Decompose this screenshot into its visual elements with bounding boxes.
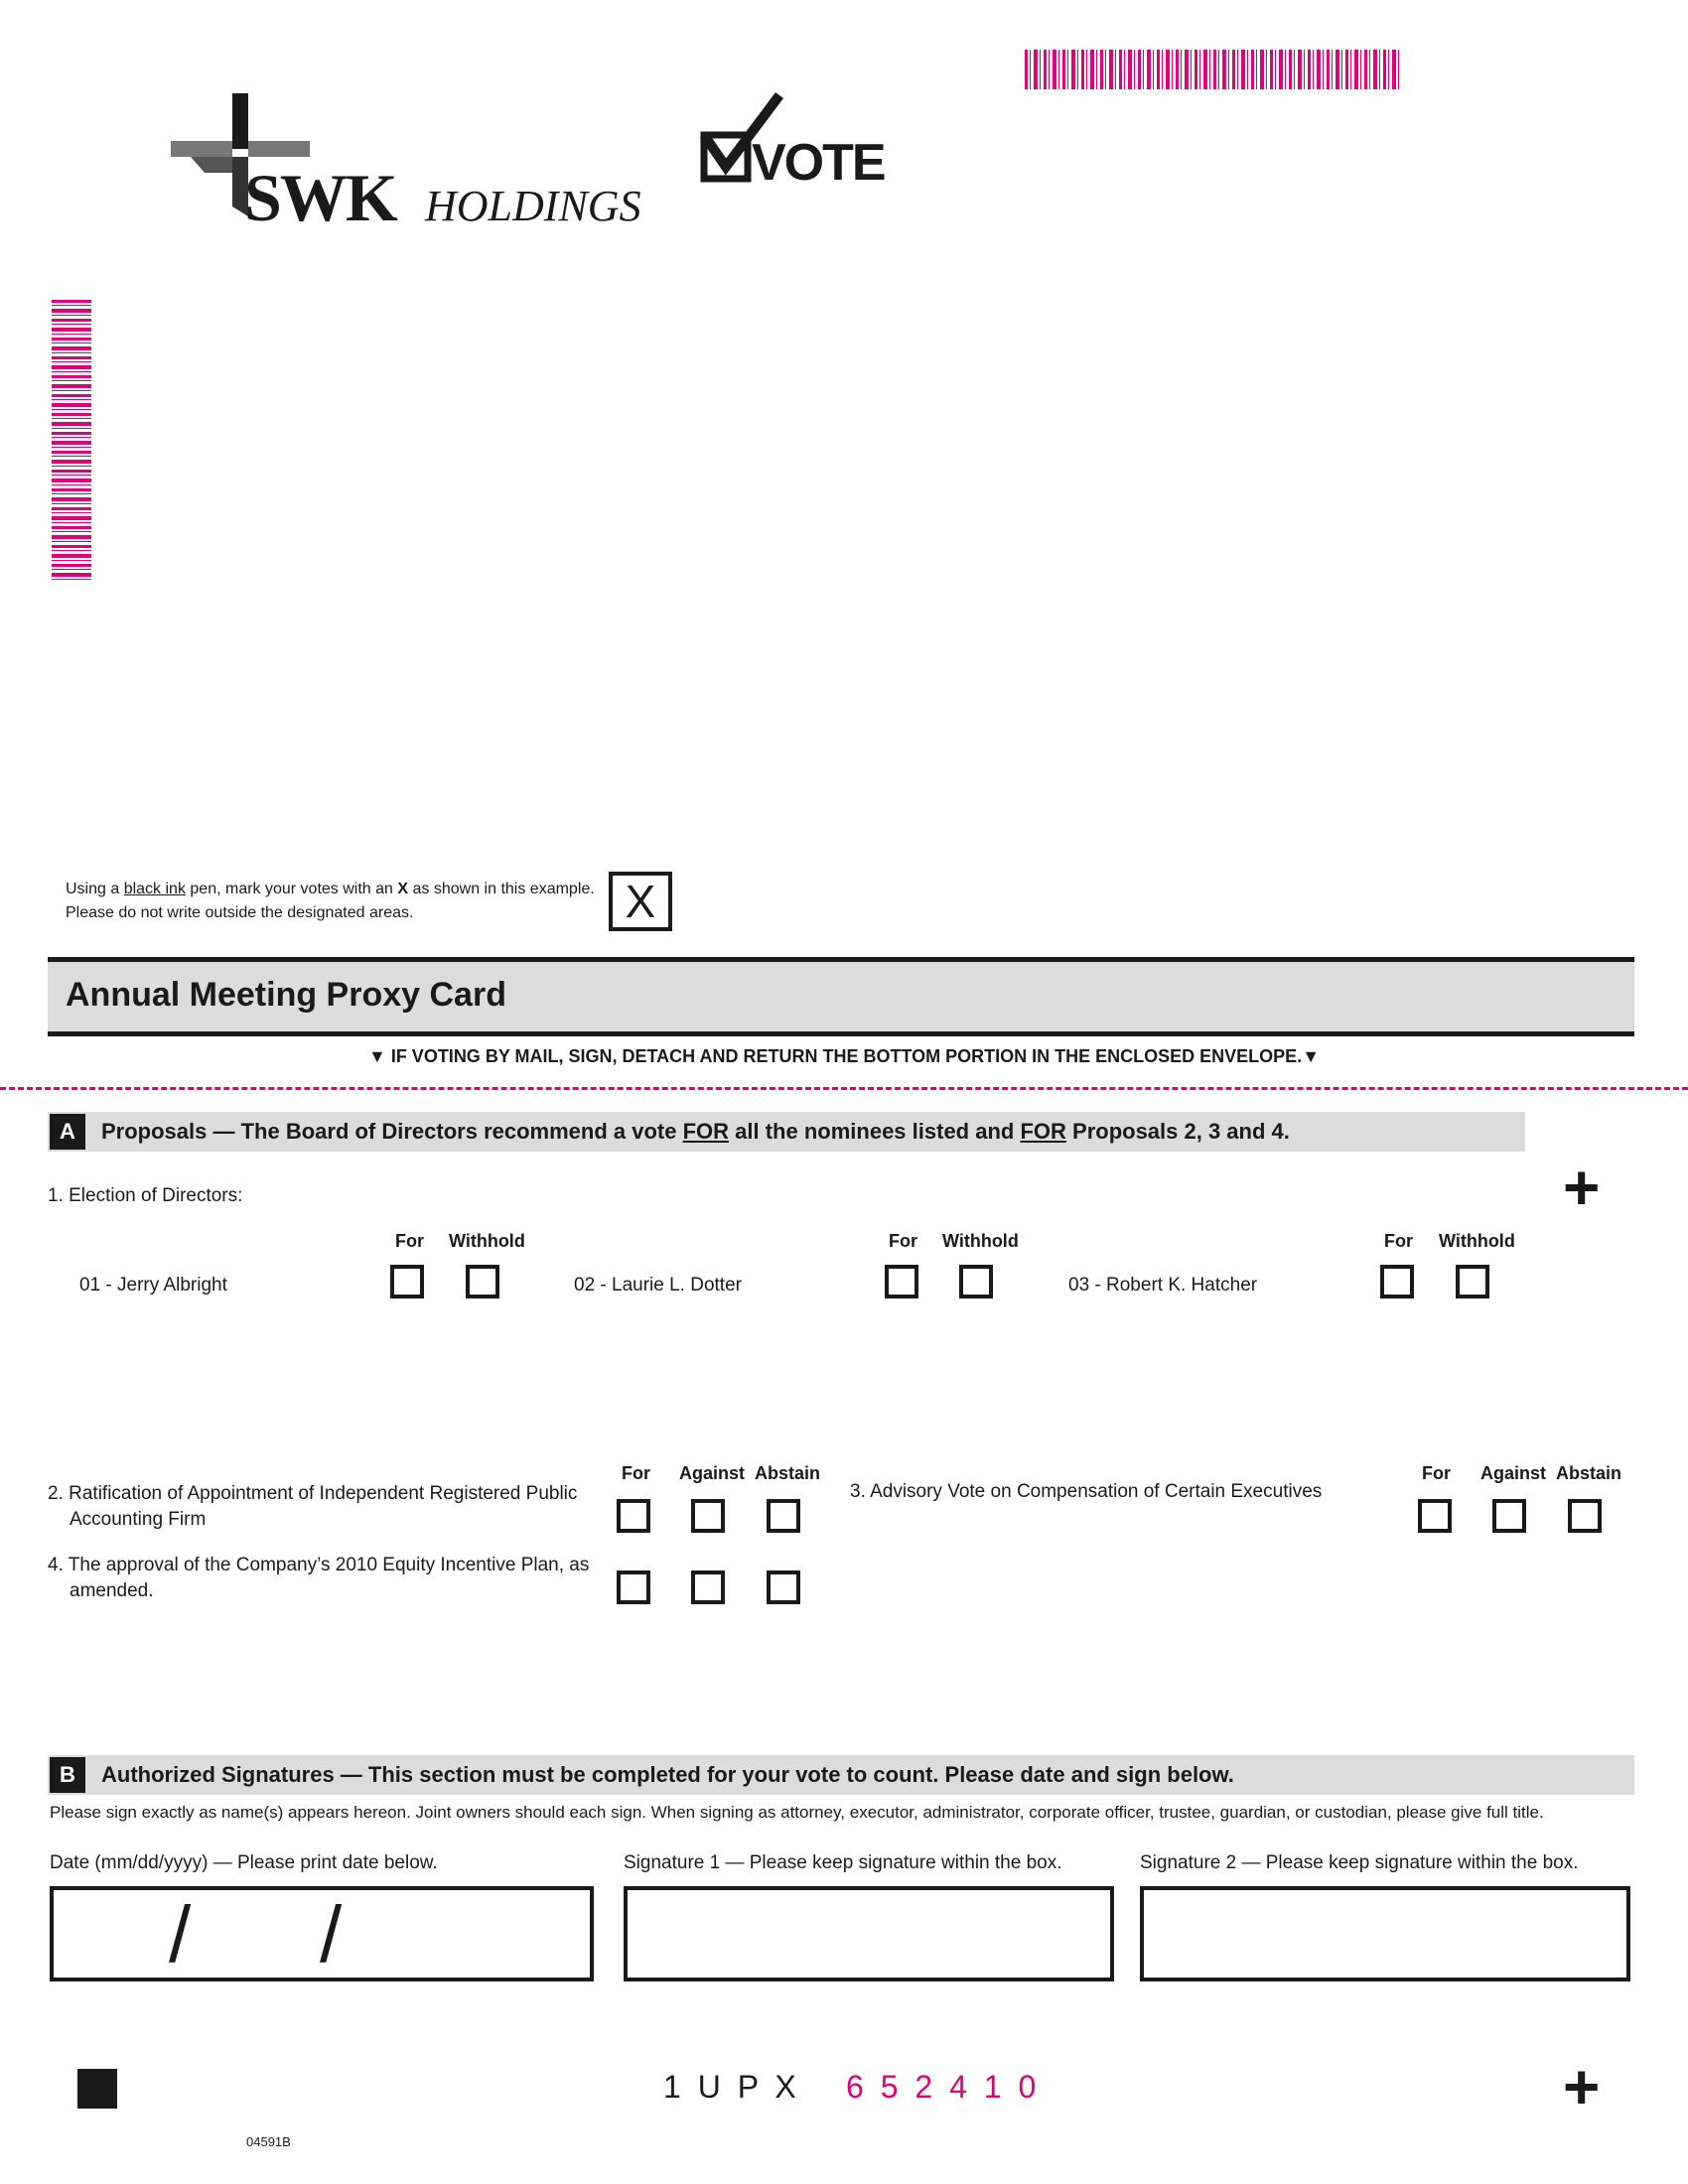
signature-2-label: Signature 2 — Please keep signature within the box.: [1140, 1852, 1579, 1873]
proposal-2-for-checkbox[interactable]: [617, 1499, 650, 1533]
proposal-3-against-header: Against: [1480, 1463, 1547, 1483]
top-barcode: [1025, 50, 1402, 89]
section-a-bar: [48, 1112, 1525, 1152]
registration-plus-icon: +: [1563, 1152, 1601, 1223]
title-bar: [48, 957, 1634, 1036]
detach-perforation: [0, 1087, 1688, 1090]
proposal-2-abstain-checkbox[interactable]: [767, 1499, 800, 1533]
down-arrow-icon: ▼: [1302, 1046, 1321, 1066]
date-separator-2: /: [320, 1890, 343, 1979]
election-label: 1. Election of Directors:: [48, 1185, 243, 1206]
down-arrow-icon: ▼: [367, 1046, 386, 1066]
vote-logo: [700, 89, 885, 199]
proposal-4-label: 4. The approval of the Company’s 2010 Equity Incentive Plan, as amended.: [48, 1555, 590, 1601]
nominee-2-for-header: For: [889, 1231, 917, 1251]
side-barcode: [52, 300, 91, 582]
detach-notice: ▼ IF VOTING BY MAIL, SIGN, DETACH AND RETURN THE BOTTOM PORTION IN THE ENCLOSED ENVELOPE.▼: [367, 1046, 1321, 1066]
vote-text: VOTE: [752, 134, 885, 192]
swk-holdings: HOLDINGS: [425, 182, 641, 230]
nominee-1-for-header: For: [395, 1231, 424, 1251]
nominee-2-for-checkbox[interactable]: [885, 1265, 918, 1298]
proposal-2-against-checkbox[interactable]: [691, 1499, 725, 1533]
footer-black-square: [77, 2069, 117, 2109]
signature-2-box[interactable]: [1140, 1886, 1630, 1981]
nominee-1-label: 01 - Jerry Albright: [79, 1275, 227, 1296]
proposal-4-abstain-checkbox[interactable]: [767, 1570, 800, 1604]
nominee-2-label: 02 - Laurie L. Dotter: [574, 1275, 742, 1296]
instruction-line-1: Using a black ink pen, mark your votes with an X as shown in this example.: [66, 881, 595, 897]
proposal-3-abstain-checkbox[interactable]: [1568, 1499, 1602, 1533]
proposal-2-label: 2. Ratification of Appointment of Independent Registered Public Accounting Firm: [48, 1483, 578, 1530]
nominee-3-for-header: For: [1384, 1231, 1413, 1251]
card-title: Annual Meeting Proxy Card: [66, 976, 506, 1014]
nominee-2-withhold-header: Withhold: [942, 1231, 1019, 1251]
form-number: 04591B: [246, 2134, 291, 2149]
marking-instructions: [66, 878, 622, 925]
section-a-title: Proposals — The Board of Directors recommend a vote FOR all the nominees listed and FOR Proposals 2, 3 and 4.: [101, 1119, 1290, 1144]
nominee-3-for-checkbox[interactable]: [1380, 1265, 1414, 1298]
footer-code-right: 6 5 2 4 1 0: [846, 2069, 1041, 2105]
nominee-3-withhold-checkbox[interactable]: [1456, 1265, 1489, 1298]
nominee-1-withhold-checkbox[interactable]: [466, 1265, 499, 1298]
footer-code-left: 1 U P X: [663, 2069, 800, 2105]
section-b-bar: [48, 1755, 1634, 1795]
date-label: Date (mm/dd/yyyy) — Please print date below.: [50, 1852, 438, 1873]
proposal-2-against-header: Against: [679, 1463, 746, 1483]
proposal-3-against-checkbox[interactable]: [1492, 1499, 1526, 1533]
signature-1-box[interactable]: [624, 1886, 1114, 1981]
swk-brand: SWK: [244, 160, 396, 235]
nominee-3-withhold-header: Withhold: [1439, 1231, 1515, 1251]
swk-logo: [171, 89, 687, 238]
example-mark-box: [609, 872, 672, 931]
proposal-3-label: 3. Advisory Vote on Compensation of Certain Executives: [850, 1481, 1323, 1502]
proposal-3-abstain-header: Abstain: [1556, 1463, 1622, 1483]
section-b-letter: B: [50, 1757, 85, 1793]
signature-1-label: Signature 1 — Please keep signature within the box.: [624, 1852, 1062, 1873]
section-b-title: Authorized Signatures — This section must be completed for your vote to count. Please date and sign below.: [101, 1762, 1234, 1787]
example-x-mark: X: [625, 876, 656, 927]
proposal-2-for-header: For: [622, 1463, 650, 1483]
nominee-1-withhold-header: Withhold: [449, 1231, 525, 1251]
nominee-2-withhold-checkbox[interactable]: [959, 1265, 993, 1298]
proposal-3-for-header: For: [1422, 1463, 1451, 1483]
proposal-3-for-checkbox[interactable]: [1418, 1499, 1452, 1533]
nominee-3-label: 03 - Robert K. Hatcher: [1068, 1275, 1258, 1296]
instruction-line-2: Please do not write outside the designated areas.: [66, 904, 414, 921]
registration-plus-icon-bottom: +: [1563, 2051, 1601, 2122]
date-input-box[interactable]: [50, 1886, 594, 1981]
nominee-1-for-checkbox[interactable]: [390, 1265, 424, 1298]
proposal-4-against-checkbox[interactable]: [691, 1570, 725, 1604]
section-a-letter: A: [50, 1114, 85, 1150]
proposal-2-abstain-header: Abstain: [755, 1463, 821, 1483]
signing-instructions: Please sign exactly as name(s) appears hereon. Joint owners should each sign. When signing as attorney, executor, administrator, corporate officer, trustee, guardian, or custodian, please give full title.: [50, 1803, 1544, 1822]
date-separator-1: /: [169, 1890, 192, 1979]
proposal-4-for-checkbox[interactable]: [617, 1570, 650, 1604]
